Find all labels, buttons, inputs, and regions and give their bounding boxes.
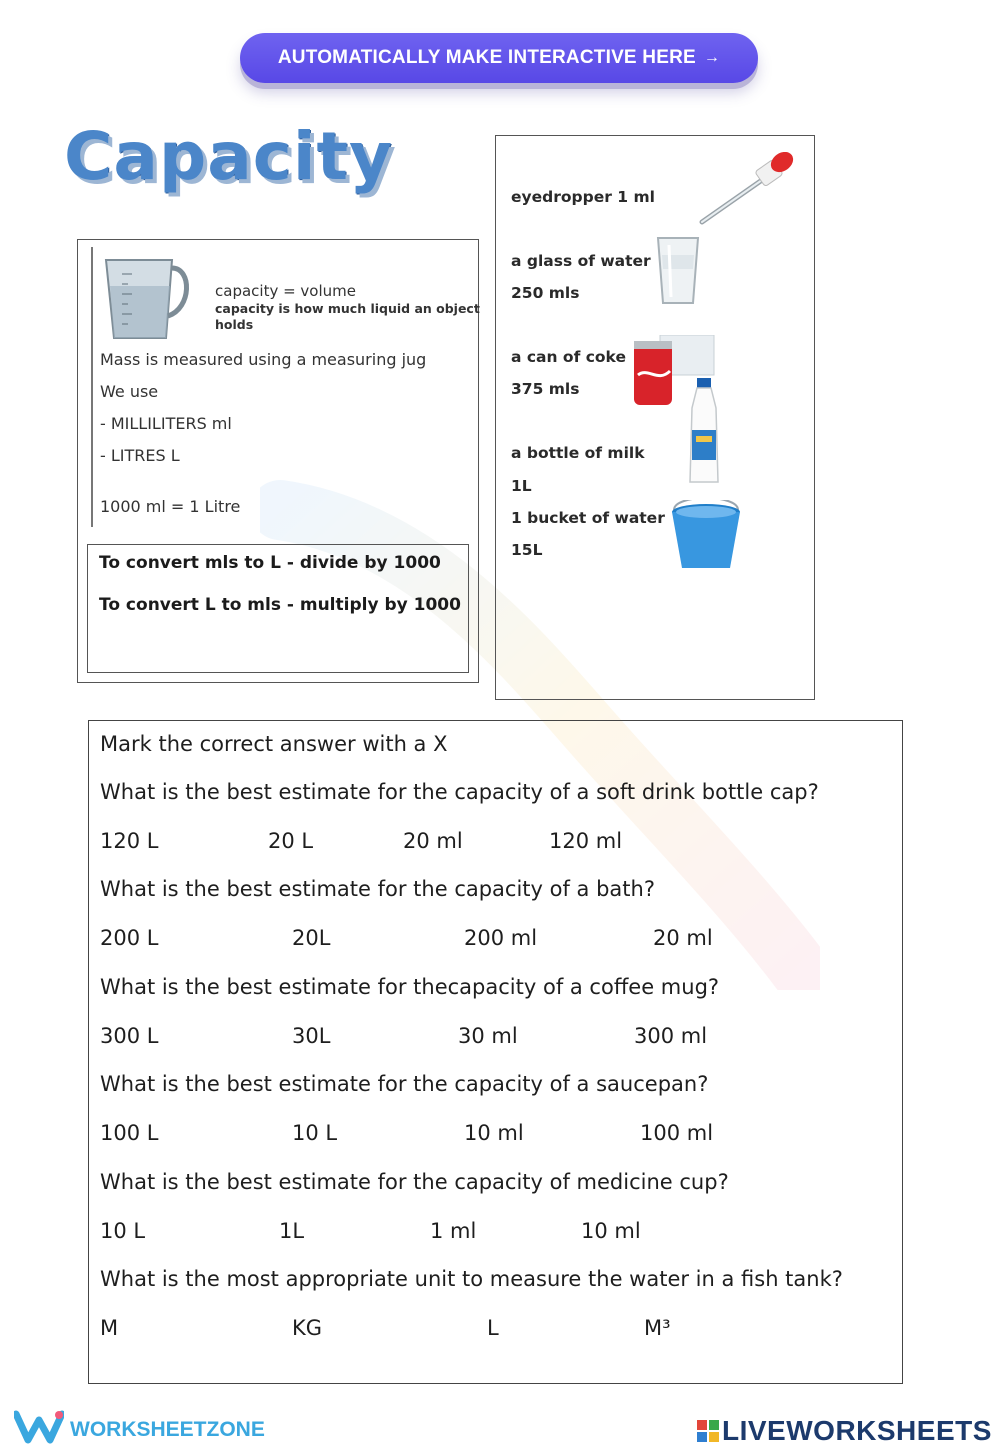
bucket-icon [668, 500, 744, 574]
question-5: What is the best estimate for the capacity of medicine cup? [100, 1170, 729, 1194]
answer-option[interactable]: 1L [279, 1219, 305, 1243]
quiz-instruction: Mark the correct answer with a X [100, 732, 448, 756]
convert-l-to-ml: To convert L to mls - multiply by 1000 [99, 595, 461, 615]
example-label-bucket: 1 bucket of water [511, 509, 665, 527]
answer-option[interactable]: 30 ml [458, 1024, 518, 1048]
answer-option[interactable]: 100 L [100, 1121, 159, 1145]
example-label-milk: a bottle of milk [511, 444, 645, 462]
answer-option[interactable]: 20 ml [653, 926, 713, 950]
answer-option[interactable]: 10 L [100, 1219, 146, 1243]
measuring-jug-icon [100, 254, 196, 344]
answer-option[interactable]: 300 ml [634, 1024, 708, 1048]
example-amount-bucket: 15L [511, 541, 543, 559]
unit-ml-line: - MILLILITERS ml [100, 414, 232, 433]
answer-option[interactable]: 30L [292, 1024, 331, 1048]
arrow-right-icon: → [703, 49, 721, 66]
example-label-glass: a glass of water [511, 252, 651, 270]
question-4: What is the best estimate for the capacity of a saucepan? [100, 1072, 709, 1096]
answer-option[interactable]: 1 ml [430, 1219, 477, 1243]
convert-ml-to-l: To convert mls to L - divide by 1000 [99, 553, 441, 573]
worksheetzone-logo-icon [14, 1410, 64, 1444]
answer-option[interactable]: 10 L [292, 1121, 338, 1145]
question-1: What is the best estimate for the capacity of a soft drink bottle cap? [100, 780, 819, 804]
question-2: What is the best estimate for the capacity of a bath? [100, 877, 655, 901]
eyedropper-icon [696, 152, 800, 228]
worksheetzone-brand: WORKSHEETZONE [70, 1418, 265, 1441]
example-label-eyedropper: eyedropper 1 ml [511, 188, 655, 206]
we-use-line: We use [100, 382, 159, 401]
answer-option[interactable]: 120 ml [549, 829, 623, 853]
equivalence-line: 1000 ml = 1 Litre [100, 497, 241, 516]
cta-label: AUTOMATICALLY MAKE INTERACTIVE HERE [277, 47, 696, 68]
answer-option[interactable]: 20L [292, 926, 331, 950]
answer-option[interactable]: KG [292, 1316, 323, 1340]
example-amount-milk: 1L [511, 477, 532, 495]
liveworksheets-brand: LIVEWORKSHEETS [722, 1415, 992, 1446]
example-amount-can: 375 mls [511, 380, 580, 398]
unit-l-line: - LITRES L [100, 446, 180, 465]
answer-option[interactable]: 10 ml [464, 1121, 524, 1145]
example-label-can: a can of coke [511, 348, 626, 366]
milk-bottle-icon [686, 378, 722, 488]
answer-option[interactable]: M³ [644, 1316, 671, 1340]
definition-line-2: capacity is how much liquid an object [215, 301, 480, 316]
example-amount-glass: 250 mls [511, 284, 580, 302]
answer-option[interactable]: 200 ml [464, 926, 538, 950]
answer-option[interactable]: 10 ml [581, 1219, 641, 1243]
answer-option[interactable]: 200 L [100, 926, 159, 950]
question-3: What is the best estimate for thecapacity of a coffee mug? [100, 975, 720, 999]
answer-option[interactable]: 20 L [268, 829, 314, 853]
make-interactive-button[interactable] [240, 33, 758, 83]
answer-option[interactable]: 300 L [100, 1024, 159, 1048]
liveworksheets-logo-icon [697, 1420, 719, 1442]
question-6: What is the most appropriate unit to measure the water in a fish tank? [100, 1267, 843, 1291]
answer-option[interactable]: L [487, 1316, 499, 1340]
measure-line: Mass is measured using a measuring jug [100, 350, 427, 369]
definition-line-3: holds [215, 317, 254, 332]
answer-option[interactable]: 20 ml [403, 829, 463, 853]
page-title: Capacity [64, 118, 394, 195]
answer-option[interactable]: 120 L [100, 829, 159, 853]
definition-line-1: capacity = volume [215, 282, 356, 300]
answer-option[interactable]: 100 ml [640, 1121, 714, 1145]
info-divider [91, 247, 93, 527]
glass-icon [655, 235, 701, 307]
answer-option[interactable]: M [100, 1316, 119, 1340]
